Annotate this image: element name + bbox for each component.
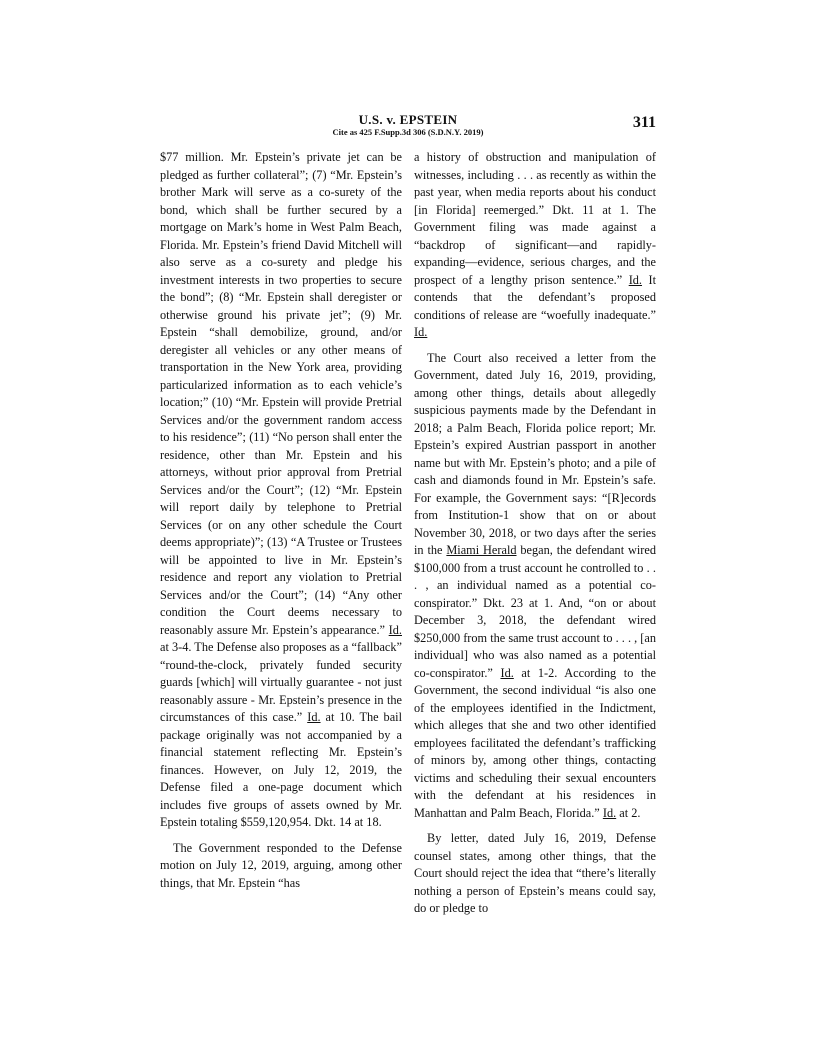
id-citation: Id.	[500, 665, 514, 680]
citation: Cite as 425 F.Supp.3d 306 (S.D.N.Y. 2019)	[332, 127, 484, 137]
paragraph	[160, 149, 402, 832]
running-header	[160, 112, 656, 142]
id-citation: Id.	[307, 710, 321, 724]
paragraph	[414, 350, 656, 823]
left-column	[160, 149, 402, 900]
id-citation: Id.	[602, 805, 617, 820]
text-run: The Court also received a letter from the Government, dated July 16, 2019, providing, among other things, details about allegedly suspicious payments made by the Defendant in 2018; a Palm Beach, Florida police report; Mr. Epstein’s expired Austrian passport in another name but with Mr. Epstein’s photo; and a pile of cash and diamonds found in Mr. Epstein’s safe. For example, the Government says: “[R]ecords from Institution-1 show that on or about November 30, 2018, or two days after the series in the	[414, 350, 656, 557]
paragraph: By letter, dated July 16, 2019, Defense counsel states, among other things, that the Court should reject the idea that “there’s literally nothing a person of Epstein’s means could say, do or pledge to	[414, 831, 656, 915]
text-run: at 2.	[619, 805, 641, 820]
text-run: at 1-2. According to the Government, the second individual “is also one of the employees identified in the Indictment, which alleges that she and two other identified employees facilitated the defendant’s trafficking of minors by, among other things, contacting victims and scheduling their sexual encounters with the defendant at his residences in Manhattan and Palm Beach, Florida.”	[414, 665, 656, 820]
page-number: 311	[632, 114, 656, 131]
id-citation: Id.	[388, 622, 402, 637]
text-run: It contends that the defendant’s proposed conditions of release are “woefully inadequate.”	[414, 272, 657, 322]
newspaper-title: Miami Herald	[446, 543, 517, 557]
text-run: began, the defendant wired $100,000 from a trust account he controlled to . . . , an individual named as a potential co-conspirator.” Dkt. 23 at 1. And, “on or about December 3, 2018, the defendant wired $250,000 from the same trust account to . . . , [an individual] who was also named as a potential co-conspirator.”	[414, 543, 656, 680]
right-column	[414, 149, 656, 926]
id-citation: Id.	[628, 272, 643, 287]
paragraph	[414, 149, 656, 342]
id-citation: Id.	[414, 325, 428, 339]
text-run: at 3-4. The Defense also proposes as a “fallback” “round-the-clock, privately funded security guards [which] will virtually guarantee - not just reasonably assure - Mr. Epstein’s presence in the circumstances of this case.”	[160, 640, 402, 724]
case-title: U.S. v. EPSTEIN	[358, 112, 458, 127]
text-run: $77 million. Mr. Epstein’s private jet can be pledged as further collateral”; (7) “Mr. Epstein’s brother Mark will serve as a co-surety of the bond, which shall be further secured by a mortgage on Mark’s home in West Palm Beach, Florida. Mr. Epstein’s friend David Mitchell will also serve as a co-surety and pledge his investment interests in two properties to secure the bond”; (8) “Mr. Epstein shall deregister or otherwise ground his private jet”; (9) Mr. Epstein “shall demobilize, ground, and/or deregister all vehicles or any other means of transportation in the New York area, providing particularized information as to each vehicle’s location;” (10) “Mr. Epstein will provide Pretrial Services and/or the government random access to his residence”; (11) “No person shall enter the residence, other than Mr. Epstein and his attorneys, without prior approval from Pretrial Services and/or the Court”; (12) “Mr. Epstein will report daily by telephone to Pretrial Services (or on any other schedule the Court deems appropriate)”; (13) “A Trustee or Trustees will be appointed to live in Mr. Epstein’s residence and report any violation to Pretrial Services and/or the Court”; (14) “Any other condition the Court deems necessary to reasonably assure Mr. Epstein’s appearance.”	[160, 150, 402, 637]
text-run: at 10. The bail package originally was not accompanied by a financial statement reflecting Mr. Epstein’s finances. However, on July 12, 2019, the Defense filed a one-page document which includes five groups of assets owned by Mr. Epstein totaling $559,120,954. Dkt. 14 at 18.	[160, 710, 402, 829]
paragraph: The Government responded to the Defense motion on July 12, 2019, arguing, among other things, that Mr. Epstein “has	[160, 840, 402, 890]
text-run: a history of obstruction and manipulation of witnesses, including . . . as recently as within the past year, when media reports about his conduct [in Florida] reemerged.” Dkt. 11 at 1. The Government filing was made against a “backdrop of significant—and rapidly-expanding—evidence, serious charges, and the prospect of a lengthy prison sentence.”	[414, 150, 656, 287]
